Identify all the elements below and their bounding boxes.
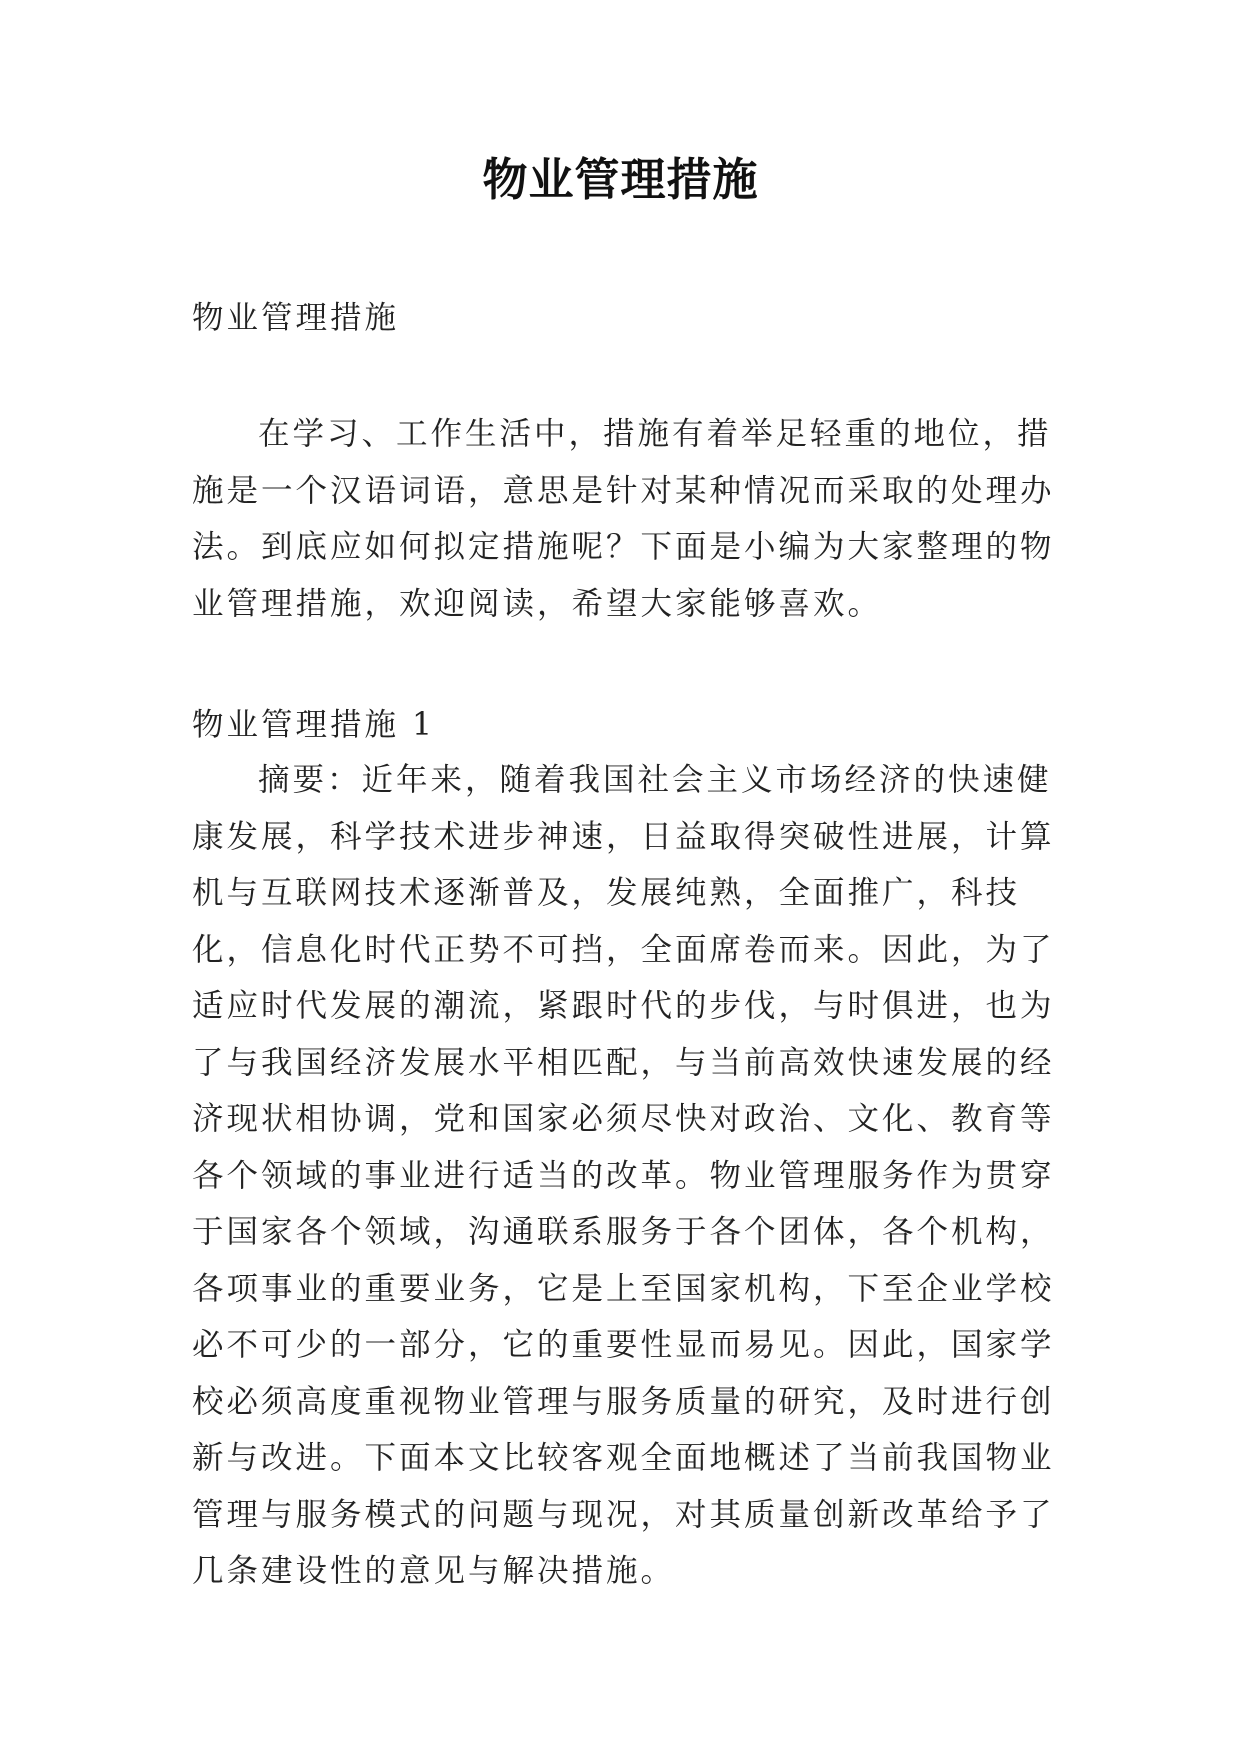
document-title: 物业管理措施	[482, 153, 759, 206]
document-subtitle: 物业管理措施	[192, 300, 400, 336]
abstract-paragraph: 摘要：近年来，随着我国社会主义市场经济的快速健康发展，科学技术进步神速，日益取得突破性进展，计算机与互联网技术逐渐普及，发展纯熟，全面推广，科技化，信息化时代正势不可挡，全面席卷而来。因此，为了适应时代发展的潮流，紧跟时代的步伐，与时俱进，也为了与我国经济发展水平相匹配，与当前高效快速发展的经济现状相协调，党和国家必须尽快对政治、文化、教育等各个领域的事业进行适当的改革。物业管理服务作为贯穿于国家各个领域，沟通联系服务于各个团体，各个机构，各项事业的重要业务，它是上至国家机构，下至企业学校必不可少的一部分，它的重要性显而易见。因此，国家学校必须高度重视物业管理与服务质量的研究，及时进行创新与改进。下面本文比较客观全面地概述了当前我国物业管理与服务模式的问题与现况，对其质量创新改革给予了几条建设性的意见与解决措施。	[192, 762, 1055, 1589]
intro-paragraph: 在学习、工作生活中，措施有着举足轻重的地位，措施是一个汉语词语，意思是针对某种情况而采取的处理办法。到底应如何拟定措施呢？下面是小编为大家整理的物业管理措施，欢迎阅读，希望大家能够喜欢。	[192, 416, 1055, 622]
section-heading: 物业管理措施 1	[192, 707, 436, 743]
